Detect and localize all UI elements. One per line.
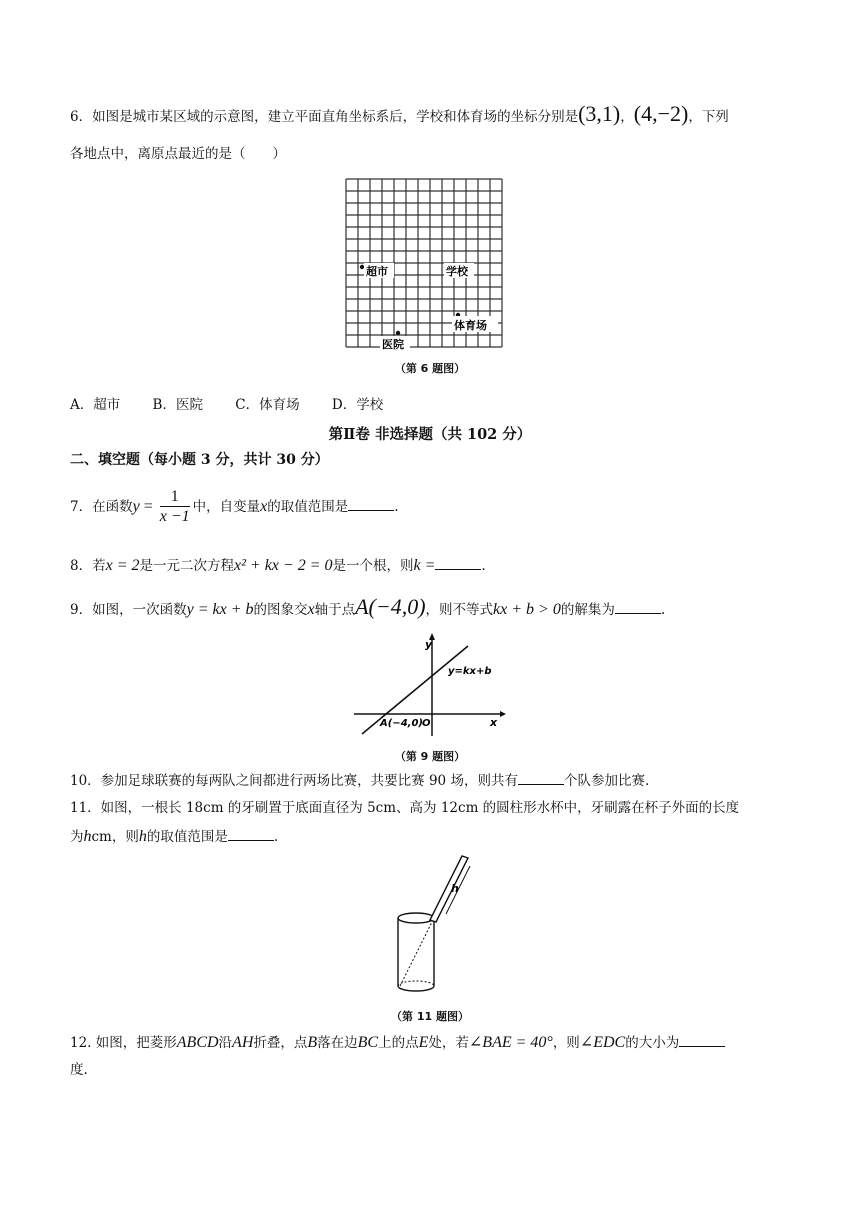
q8-blank[interactable] (435, 555, 481, 570)
q9-inequality: kx + b > 0 (493, 601, 561, 618)
q6-text: 6．如图是城市某区域的示意图，建立平面直角坐标系后，学校和体育场的坐标分别是 (70, 109, 579, 125)
map-label-school: 学校 (446, 265, 468, 278)
q12-t6: ，则 (552, 1035, 580, 1051)
section2-title: 第Ⅱ卷 非选择题（共 102 分） (328, 426, 532, 443)
graph-y-label: y (425, 638, 433, 651)
q12-t7: 的大小为 (625, 1035, 680, 1051)
q12-e: E (418, 1034, 429, 1051)
map-label-market: 超市 (366, 265, 388, 278)
q12-bc: BC (357, 1034, 379, 1051)
q11-end: . (273, 829, 279, 845)
q12-b: B (307, 1034, 318, 1051)
stadium-coord: (4,−2) (633, 101, 689, 126)
q8-pre: 8．若 (70, 558, 106, 574)
map-label-hospital: 医院 (382, 338, 404, 351)
q9-mid: 的图象交 (253, 602, 308, 618)
q7-x: x (260, 498, 268, 515)
school-coord: (3,1) (578, 101, 621, 126)
q10-post: 个队参加比赛. (563, 773, 650, 789)
q12-line2: 度. (70, 1062, 88, 1078)
q7 (70, 487, 399, 527)
q12-t3: 落在边 (317, 1035, 358, 1051)
q8-k: k = (413, 557, 436, 574)
q9 (70, 594, 666, 620)
q6-sep: ， (620, 109, 634, 125)
q11-caption: （第 11 题图） (391, 1010, 469, 1023)
q11-blank[interactable] (228, 826, 274, 841)
option-c: C．体育场 (235, 397, 300, 413)
option-b: B．医院 (152, 397, 203, 413)
q12-t1: 沿 (218, 1035, 233, 1051)
q12-t4: 上的点 (378, 1035, 419, 1051)
q9-post: 的解集为 (560, 602, 615, 618)
q9-point: A(−4,0) (355, 594, 426, 619)
q6-line1 (70, 101, 729, 127)
q7-y: y (132, 498, 140, 515)
q11-line2 (70, 826, 278, 847)
q7-post2: 的取值范围是 (267, 499, 349, 515)
q11-mid: cm，则 (91, 829, 139, 845)
q12-t2: 折叠，点 (253, 1035, 308, 1051)
q11-h2: h (138, 828, 147, 845)
q9-pre: 9．如图，一次函数 (70, 602, 187, 618)
cup-h-label: h (451, 882, 459, 895)
cup-toothbrush-figure (380, 850, 490, 1002)
city-map-figure (340, 175, 520, 357)
q11-line1: 11．如图，一根长 18cm 的牙刷置于底面直径为 5cm、高为 12cm 的圆柱形水杯中，牙刷露在杯子外面的长度 (70, 800, 740, 816)
q7-num: 1 (160, 488, 190, 507)
q12-t5: 处，若 (428, 1035, 469, 1051)
q7-pre: 7．在函数 (70, 499, 133, 515)
q6-options (70, 395, 383, 415)
q11-h: h (83, 828, 92, 845)
q12-blank[interactable] (679, 1032, 725, 1047)
q12-angle2: ∠EDC (579, 1034, 626, 1051)
graph-origin-label: O (422, 718, 431, 729)
q7-blank[interactable] (348, 496, 394, 511)
q9-mid2: 轴于点 (314, 602, 356, 618)
q8-equation: x² + kx − 2 = 0 (234, 557, 333, 574)
q8 (70, 555, 486, 576)
q12-ah: AH (232, 1034, 254, 1051)
q12-angle1: ∠BAE = 40° (468, 1034, 553, 1051)
graph-line-label: y=kx+b (448, 666, 492, 677)
q8-end: . (481, 558, 486, 574)
q6-line2: 各地点中，离原点最近的是（ ） (70, 146, 286, 162)
q10-text: 10．参加足球联赛的每两队之间都进行两场比赛，共要比赛 90 场，则共有 (70, 773, 518, 789)
q11-post: 的取值范围是 (146, 829, 228, 845)
q12-abcd: ABCD (176, 1034, 219, 1051)
q9-blank[interactable] (615, 599, 661, 614)
graph-x-label: x (490, 716, 498, 729)
q7-den: x −1 (159, 508, 190, 525)
option-a: A．超市 (70, 397, 121, 413)
linear-function-graph (340, 628, 520, 740)
q9-caption: （第 9 题图） (394, 750, 466, 763)
q12-pre: 12. 如图，把菱形 (70, 1035, 177, 1051)
q9-function: y = kx + b (186, 601, 254, 618)
section2-subtitle: 二、填空题（每小题 3 分，共计 30 分） (70, 452, 329, 468)
option-d: D．学校 (331, 397, 384, 413)
q7-end: . (394, 499, 399, 515)
q9-x: x (307, 601, 315, 618)
graph-point-label: A(−4,0) (380, 718, 423, 729)
q9-mid3: ，则不等式 (425, 602, 494, 618)
q12-line1 (70, 1032, 725, 1053)
q8-mid: 是一元二次方程 (139, 558, 234, 574)
q6-caption: （第 6 题图） (394, 362, 466, 375)
q9-end: . (660, 602, 666, 618)
q10 (70, 770, 649, 791)
map-label-stadium: 体育场 (454, 319, 487, 332)
q11-pre: 为 (70, 829, 84, 845)
q10-blank[interactable] (518, 770, 564, 785)
q7-fraction (160, 488, 190, 527)
q6-tail: ，下列 (688, 109, 729, 125)
q7-post: 中，自变量 (192, 499, 261, 515)
q8-mid2: 是一个根，则 (332, 558, 414, 574)
q7-eq: = (139, 498, 157, 515)
q8-cond: x = 2 (105, 557, 140, 574)
